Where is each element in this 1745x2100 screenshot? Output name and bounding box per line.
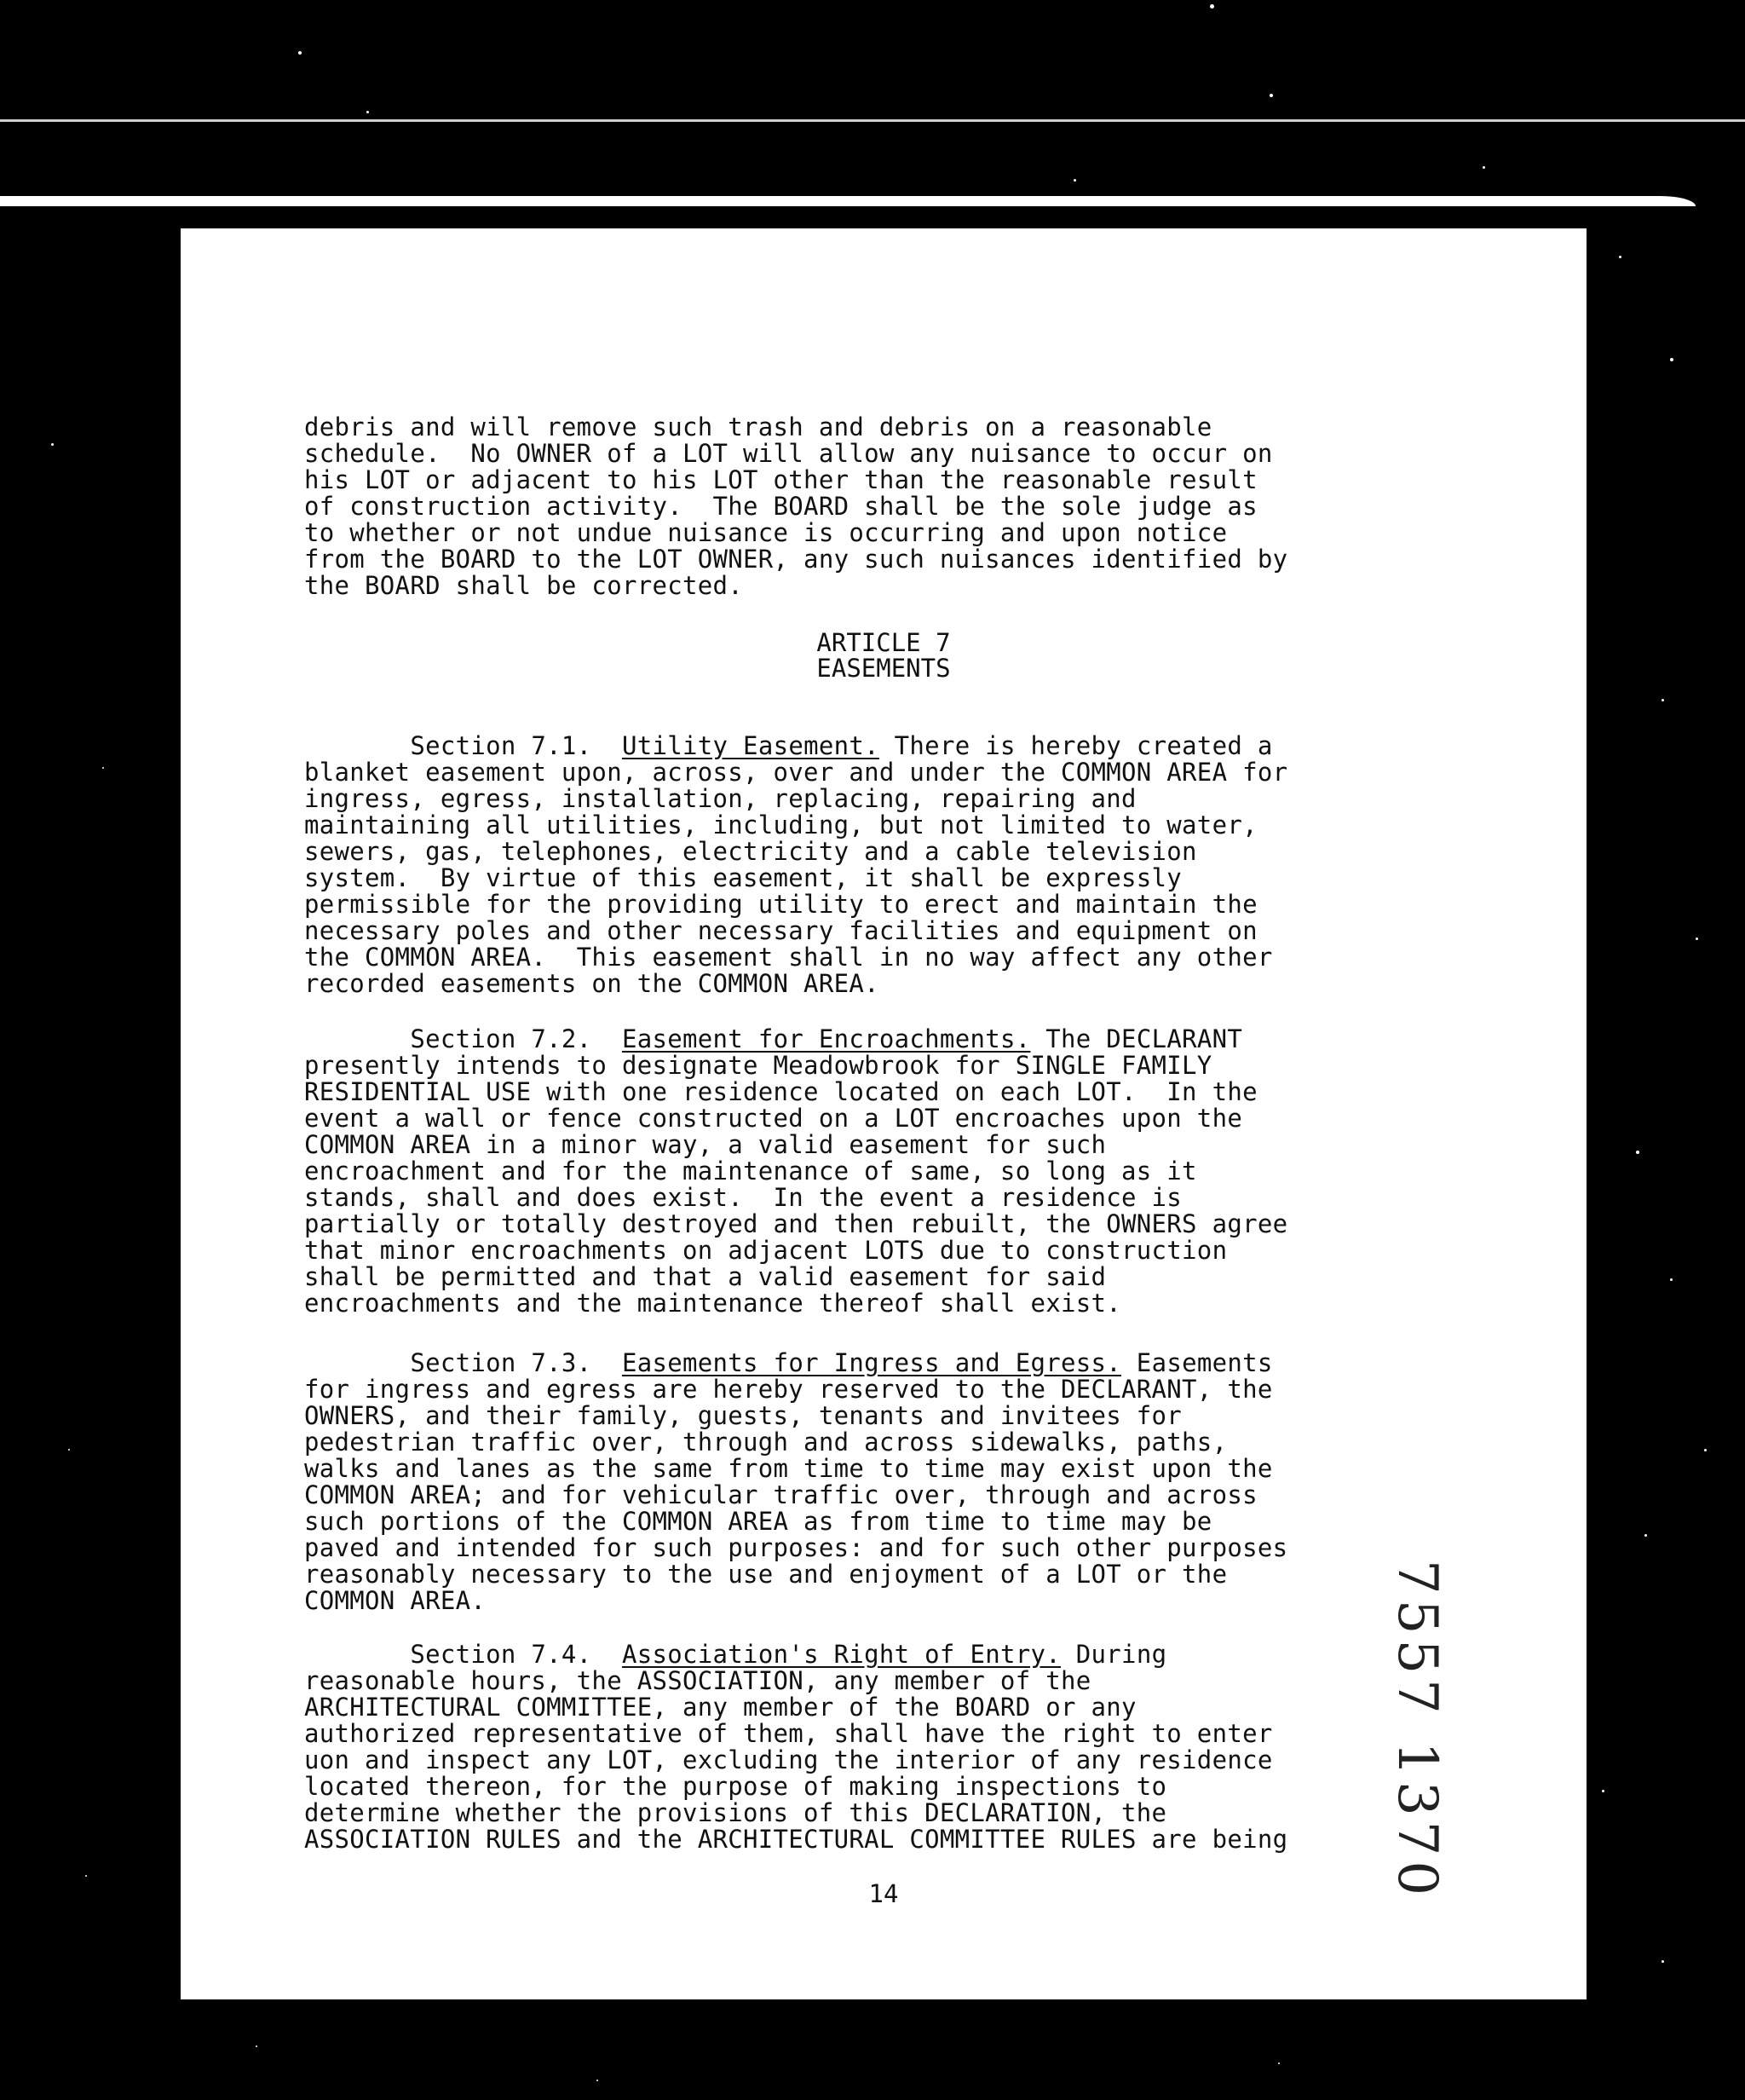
- section-7-2: [304, 1026, 1437, 1317]
- text-line: authorized representative of them, shall have the right to enter: [304, 1719, 1273, 1748]
- text-line: sewers, gas, telephones, electricity and a cable television: [304, 837, 1197, 866]
- text-line: COMMON AREA.: [304, 1586, 487, 1615]
- scan-speck: [256, 2045, 257, 2047]
- text-line: COMMON AREA in a minor way, a valid easement for such: [304, 1130, 1107, 1159]
- text-line: the COMMON AREA. This easement shall in no way affect any other: [304, 943, 1273, 972]
- section-first-line-text: Easements: [1121, 1348, 1273, 1377]
- scan-speck: [1636, 1151, 1639, 1154]
- scan-speck: [85, 1875, 87, 1877]
- text-line: necessary poles and other necessary facilities and equipment on: [304, 916, 1258, 945]
- text-line: walks and lanes as the same from time to time may exist upon the: [304, 1454, 1273, 1483]
- text-line: encroachment and for the maintenance of same, so long as it: [304, 1157, 1197, 1186]
- scan-border-line: [0, 119, 1745, 122]
- document-page: [181, 228, 1587, 1999]
- text-line: OWNERS, and their family, guests, tenants and invitees for: [304, 1401, 1183, 1430]
- text-line: the BOARD shall be corrected.: [304, 571, 744, 600]
- text-line: presently intends to designate Meadowbrook for SINGLE FAMILY: [304, 1051, 1212, 1080]
- text-line: event a wall or fence constructed on a LOT encroaches upon the: [304, 1104, 1243, 1133]
- text-line: shall be permitted and that a valid easement for said: [304, 1262, 1107, 1291]
- section-first-line-text: There is hereby created a: [878, 731, 1273, 760]
- text-line: debris and will remove such trash and debris on a reasonable: [304, 412, 1212, 441]
- text-line: located thereon, for the purpose of making inspections to: [304, 1772, 1167, 1801]
- text-line: ASSOCIATION RULES and the ARCHITECTURAL COMMITTEE RULES are being: [304, 1825, 1288, 1854]
- scan-speck: [1670, 358, 1673, 361]
- scan-speck: [1696, 938, 1698, 940]
- text-line: partially or totally destroyed and then rebuilt, the OWNERS agree: [304, 1209, 1288, 1238]
- scan-border-edge: [0, 196, 1696, 206]
- section-number: Section 7.3.: [410, 1348, 592, 1377]
- text-line: from the BOARD to the LOT OWNER, any such nuisances identified by: [304, 545, 1288, 574]
- text-line: ingress, egress, installation, replacing, repairing and: [304, 784, 1137, 813]
- text-line: system. By virtue of this easement, it shall be expressly: [304, 863, 1183, 892]
- text-line: blanket easement upon, across, over and under the COMMON AREA for: [304, 758, 1288, 787]
- section-first-line: [304, 733, 1437, 759]
- section-number: Section 7.1.: [410, 731, 592, 760]
- scan-speck: [1619, 256, 1621, 258]
- text-line: pedestrian traffic over, through and across sidewalks, paths,: [304, 1428, 1228, 1457]
- section-heading: Utility Easement.: [621, 731, 879, 760]
- scan-speck: [596, 2080, 598, 2081]
- text-line: permissible for the providing utility to erect and maintain the: [304, 890, 1258, 919]
- text-line: reasonably necessary to the use and enjoyment of a LOT or the: [304, 1560, 1228, 1589]
- text-line: uon and inspect any LOT, excluding the interior of any residence: [304, 1745, 1273, 1774]
- section-first-line-text: The DECLARANT: [1030, 1024, 1243, 1053]
- scan-speck: [1661, 1960, 1664, 1963]
- scan-speck: [102, 767, 104, 769]
- scan-speck: [1602, 1790, 1604, 1792]
- scan-speck: [349, 315, 351, 317]
- section-number: Section 7.4.: [410, 1640, 592, 1669]
- section-heading: Association's Right of Entry.: [621, 1640, 1062, 1669]
- section-heading: Easement for Encroachments.: [621, 1024, 1031, 1053]
- intro-paragraph: [304, 414, 1437, 599]
- margin-stamp: 7557 1370: [1385, 1560, 1448, 1901]
- text-line: determine whether the provisions of this DECLARATION, the: [304, 1798, 1167, 1827]
- text-line: such portions of the COMMON AREA as from time to time may be: [304, 1507, 1212, 1536]
- text-line: for ingress and egress are hereby reserved to the DECLARANT, the: [304, 1375, 1273, 1404]
- article-title: EASEMENTS: [816, 654, 951, 683]
- scan-speck: [1270, 94, 1273, 97]
- scan-speck: [1670, 1278, 1673, 1281]
- scan-speck: [68, 1449, 70, 1451]
- section-7-1: [304, 733, 1437, 997]
- scan-speck: [1278, 2062, 1280, 2064]
- section-first-line: [304, 1026, 1437, 1053]
- scan-speck: [1483, 166, 1485, 169]
- text-line: maintaining all utilities, including, but not limited to water,: [304, 811, 1258, 839]
- scan-speck: [366, 111, 369, 113]
- text-line: reasonable hours, the ASSOCIATION, any member of the: [304, 1666, 1091, 1695]
- text-line: paved and intended for such purposes: and for such other purposes: [304, 1533, 1288, 1562]
- section-heading: Easements for Ingress and Egress.: [621, 1348, 1122, 1377]
- text-line: COMMON AREA; and for vehicular traffic over, through and across: [304, 1480, 1258, 1509]
- section-first-line: [304, 1350, 1437, 1376]
- text-line: stands, shall and does exist. In the event a residence is: [304, 1183, 1183, 1212]
- text-line: of construction activity. The BOARD shall be the sole judge as: [304, 492, 1258, 521]
- text-line: ARCHITECTURAL COMMITTEE, any member of the BOARD or any: [304, 1693, 1137, 1722]
- text-line: RESIDENTIAL USE with one residence located on each LOT. In the: [304, 1077, 1258, 1106]
- scan-speck: [51, 443, 54, 446]
- section-7-4: [304, 1641, 1437, 1853]
- text-line: schedule. No OWNER of a LOT will allow any nuisance to occur on: [304, 439, 1273, 468]
- section-first-line: [304, 1641, 1437, 1668]
- section-number: Section 7.2.: [410, 1024, 592, 1053]
- scan-speck: [290, 324, 291, 326]
- page-number: 14: [868, 1879, 899, 1908]
- section-first-line-text: During: [1061, 1640, 1167, 1669]
- scan-speck: [1704, 1449, 1707, 1451]
- text-line: to whether or not undue nuisance is occurring and upon notice: [304, 518, 1228, 547]
- scan-speck: [1644, 1534, 1647, 1537]
- scan-speck: [1210, 4, 1214, 9]
- scan-speck: [1661, 699, 1664, 701]
- scan-speck: [1074, 179, 1076, 182]
- text-line: encroachments and the maintenance thereof shall exist.: [304, 1289, 1122, 1318]
- text-line: recorded easements on the COMMON AREA.: [304, 969, 879, 998]
- scan-speck: [222, 298, 223, 300]
- article-number: ARTICLE 7: [816, 628, 951, 657]
- section-7-3: [304, 1350, 1437, 1614]
- text-line: his LOT or adjacent to his LOT other than the reasonable result: [304, 465, 1258, 494]
- scan-speck: [298, 51, 302, 55]
- text-line: that minor encroachments on adjacent LOTS due to construction: [304, 1236, 1228, 1265]
